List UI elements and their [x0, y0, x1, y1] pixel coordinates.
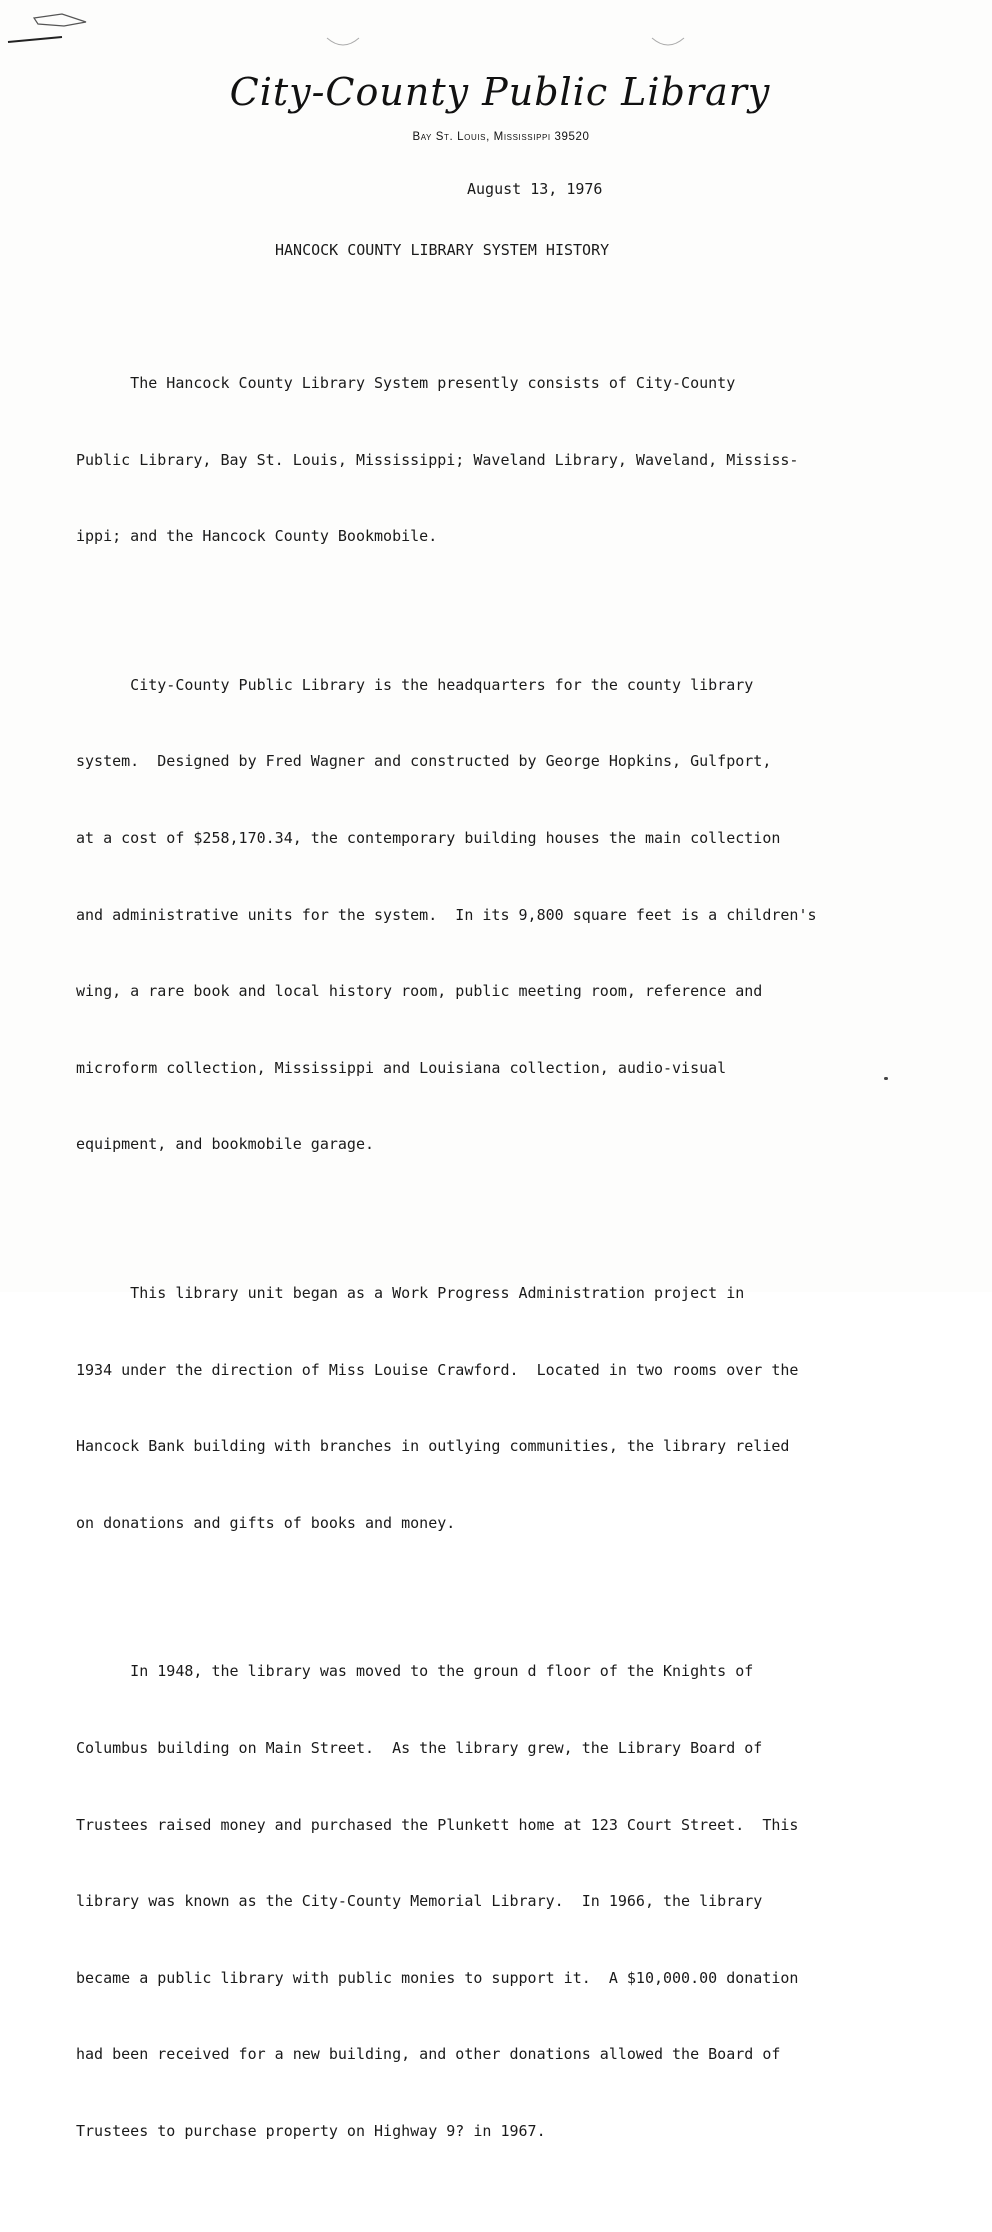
stray-ink-dot: [884, 1077, 888, 1080]
paragraph: [76, 638, 936, 1210]
text-line: system. Designed by Fred Wagner and constructed by George Hopkins, Gulfport,: [76, 752, 772, 771]
text-line: equipment, and bookmobile garage.: [76, 1135, 375, 1154]
text-line: Trustees to purchase property on Highway 9? in 1967.: [76, 2121, 546, 2140]
body-text: [76, 300, 936, 2232]
text-line: wing, a rare book and local history room, public meeting room, reference and: [76, 982, 763, 1001]
letterhead-address: Bay St. Louis, Mississippi 39520: [412, 131, 590, 143]
letterhead-name: City-County Public Library: [229, 70, 771, 114]
text-line: became a public library with public monies to support it. A $10,000.00 donation: [76, 1968, 799, 1987]
text-line: Trustees raised money and purchased the Plunkett home at 123 Court Street. This: [76, 1815, 799, 1834]
text-line: In 1948, the library was moved to the groun d floor of the Knights of: [76, 1662, 754, 1681]
punch-hole-mark-icon: [325, 36, 361, 50]
text-line: Public Library, Bay St. Louis, Mississippi; Waveland Library, Waveland, Mississ-: [76, 450, 799, 469]
paragraph: [76, 1624, 936, 2196]
text-line: and administrative units for the system. In its 9,800 square feet is a children's: [76, 905, 817, 924]
text-line: City-County Public Library is the headquarters for the county library: [76, 675, 754, 694]
text-line: microform collection, Mississippi and Louisiana collection, audio-visual: [76, 1058, 727, 1077]
text-line: at a cost of $258,170.34, the contemporary building houses the main collection: [76, 828, 781, 847]
letter-date: August 13, 1976: [467, 180, 603, 198]
text-line: Hancock Bank building with branches in outlying communities, the library relied: [76, 1437, 790, 1456]
text-line: This library unit began as a Work Progress Administration project in: [76, 1283, 745, 1302]
document-heading: HANCOCK COUNTY LIBRARY SYSTEM HISTORY: [275, 241, 610, 259]
paragraph: [76, 1246, 936, 1588]
text-line: ippi; and the Hancock County Bookmobile.: [76, 527, 438, 546]
punch-hole-mark-icon: [650, 36, 686, 50]
corner-pencil-mark-icon: [4, 6, 94, 46]
text-line: on donations and gifts of books and money.: [76, 1513, 456, 1532]
text-line: library was known as the City-County Memorial Library. In 1966, the library: [76, 1892, 763, 1911]
text-line: The Hancock County Library System presently consists of City-County: [76, 374, 736, 392]
text-line: Columbus building on Main Street. As the library grew, the Library Board of: [76, 1738, 763, 1757]
paragraph: [76, 336, 936, 602]
text-line: 1934 under the direction of Miss Louise Crawford. Located in two rooms over the: [76, 1360, 799, 1379]
text-line: had been received for a new building, and other donations allowed the Board of: [76, 2045, 781, 2064]
